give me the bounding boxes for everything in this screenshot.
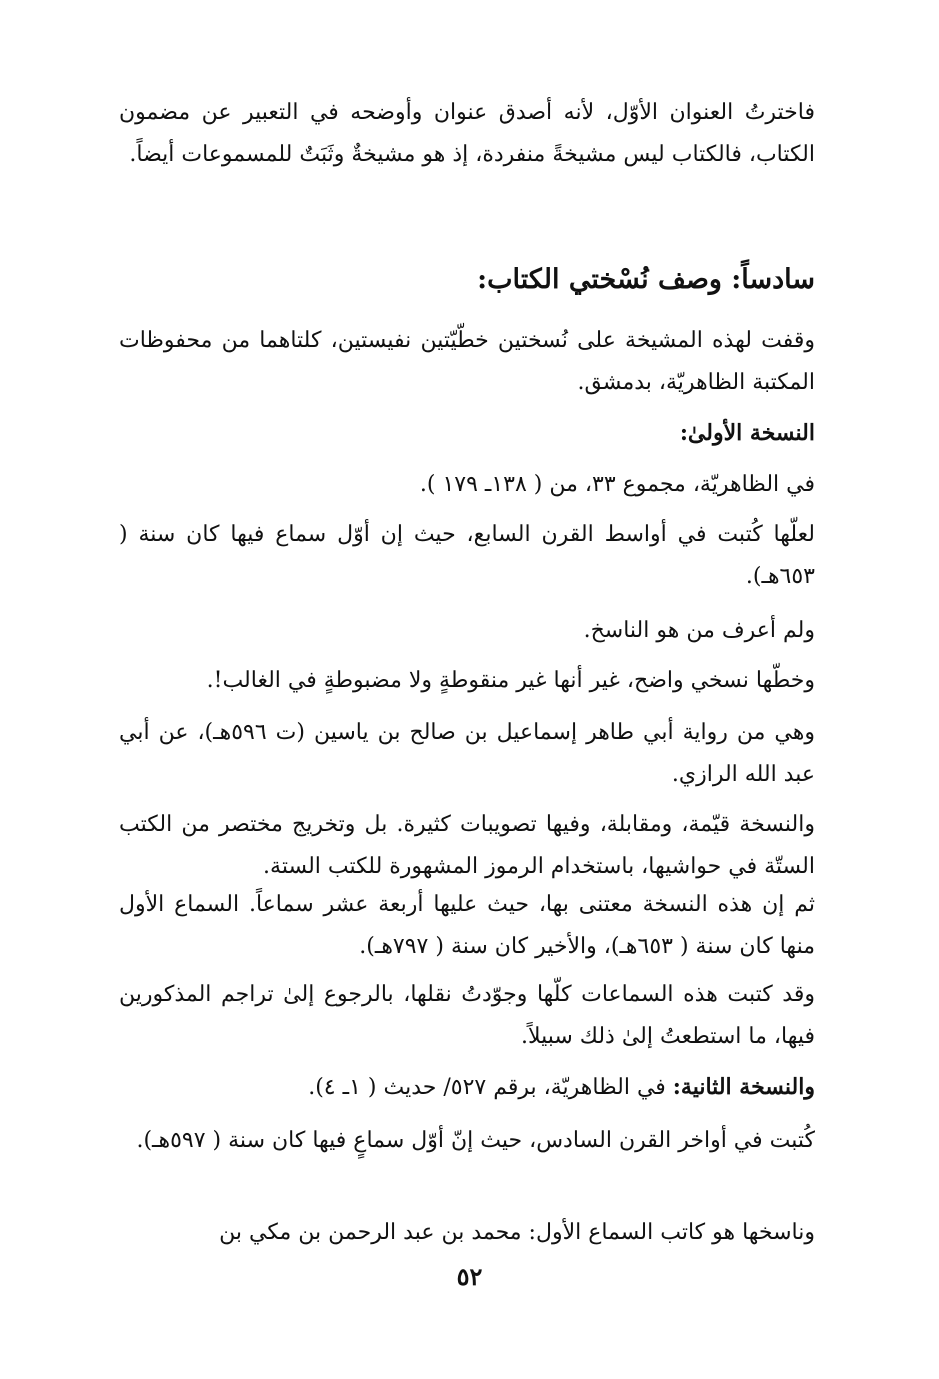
paragraph-second-copy-date: كُتبت في أواخر القرن السادس، حيث إنّ أوّل سماعٍ فيها كان سنة ( ٥٩٧هـ). (136, 1128, 815, 1153)
section-heading: سادساً: وصف نُسْختي الكتاب: (477, 264, 815, 295)
paragraph-first-copy-date: لعلّها كُتبت في أواسط القرن السابع، حيث إن أوّل سماع فيها كان سنة ( ٦٥٣هـ). (119, 522, 815, 589)
paragraph-copies-intro: وقفت لهذه المشيخة على نُسختين خطّيّتين نفيستين، كلتاهما من محفوظات المكتبة الظاهريّة، بدمشق. (119, 328, 815, 395)
paragraph-auditions-transcribed: وقد كتبت هذه السماعات كلّها وجوّدتُ نقلها، بالرجوع إلىٰ تراجم المذكورين فيها، ما استطعتُ إلىٰ ذلك سبيلاً. (119, 982, 815, 1049)
second-copy-location: في الظاهريّة، برقم ٥٢٧/ حديث ( ١ـ ٤). (308, 1075, 673, 1100)
paragraph-handwriting: وخطّها نسخي واضح، غير أنها غير منقوطةٍ ولا مضبوطةٍ في الغالب!. (206, 668, 815, 693)
paragraph-copy-value: والنسخة قيّمة، ومقابلة، وفيها تصويبات كثيرة. بل وتخريج مختصر من الكتب الستّة في حواشيها، باستخدام الرموز المشهورة للكتب الستة. (119, 812, 815, 879)
paragraph-narration: وهي من رواية أبي طاهر إسماعيل بن صالح بن ياسين (ت ٥٩٦هـ)، عن أبي عبد الله الرازي. (119, 720, 815, 787)
paragraph-title-choice: فاخترتُ العنوان الأوّل، لأنه أصدق عنوان وأوضحه في التعبير عن مضمون الكتاب، فالكتاب ليس مشيخةً منفردة، إذ هو مشيخةٌ وثَبَتٌ للمسموعات أيضاً. (119, 100, 815, 167)
paragraph-first-copy-location: في الظاهريّة، مجموع ٣٣، من ( ١٣٨ـ ١٧٩ ). (419, 472, 815, 497)
paragraph-second-copy (119, 1066, 815, 1109)
paragraph-scribe-unknown: ولم أعرف من هو الناسخ. (583, 618, 815, 643)
page-number: ٥٢ (456, 1262, 483, 1291)
paragraph-auditions: ثم إن هذه النسخة معتنى بها، حيث عليها أربعة عشر سماعاً. السماع الأول منها كان سنة ( ٦٥٣هـ)، والأخير كان سنة ( ٧٩٧هـ). (119, 892, 815, 959)
second-copy-title: والنسخة الثانية: (672, 1074, 815, 1100)
first-copy-title: النسخة الأولىٰ: (679, 420, 815, 446)
paragraph-second-copy-scribe: وناسخها هو كاتب السماع الأول: محمد بن عبد الرحمن بن مكي بن (219, 1220, 815, 1245)
